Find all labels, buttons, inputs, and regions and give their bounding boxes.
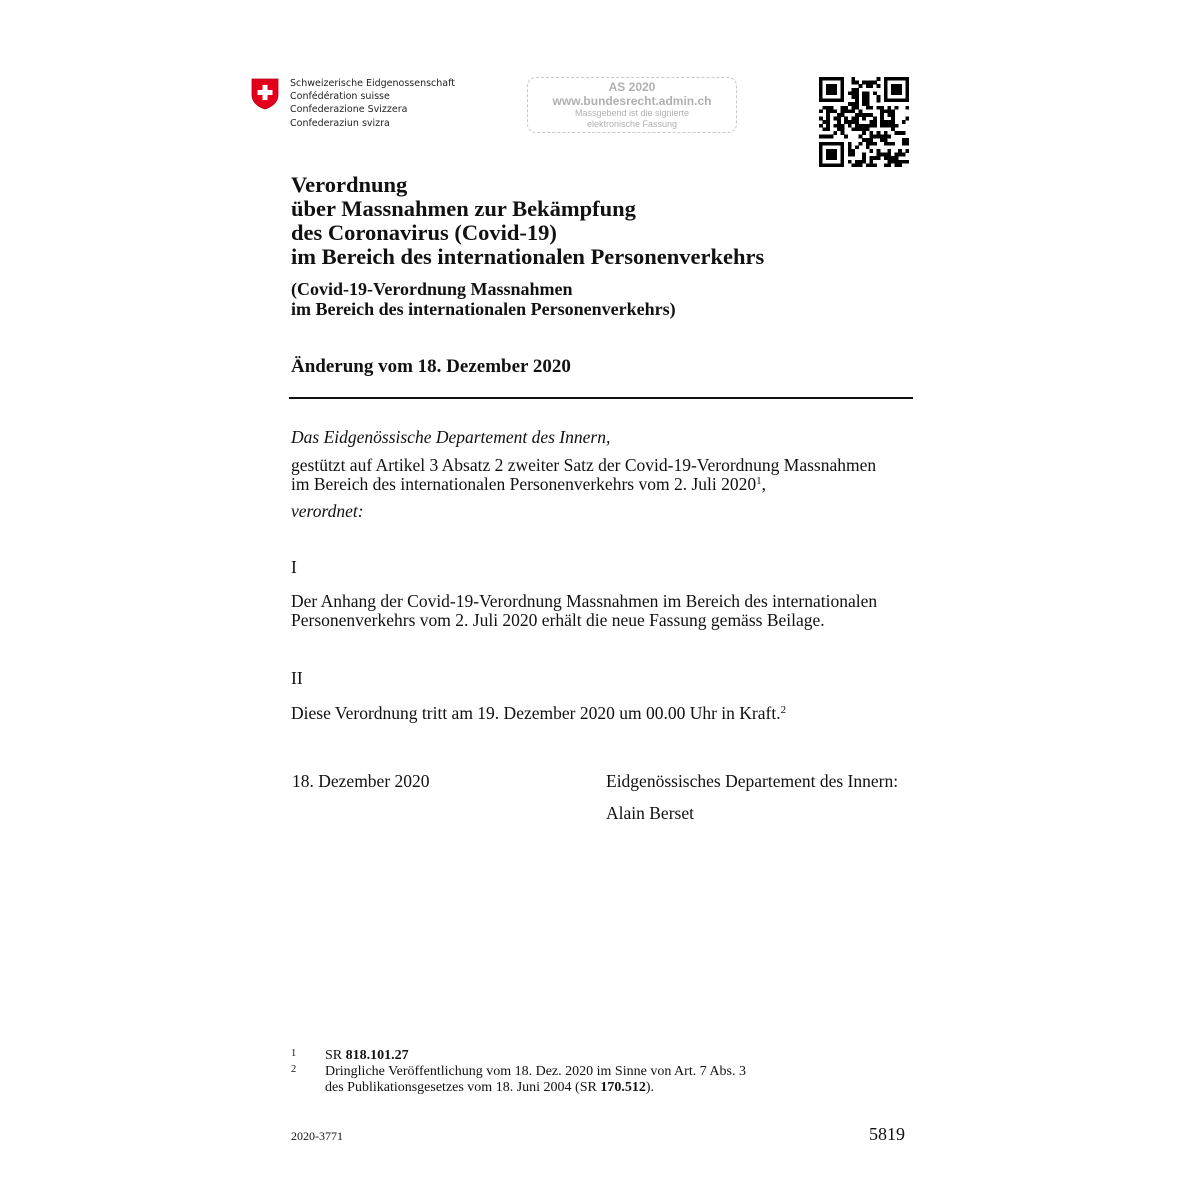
federation-name-fr: Confédération suisse: [290, 91, 390, 103]
title-divider: [289, 397, 913, 399]
footnote-2-line-2-suffix: ).: [645, 1080, 654, 1095]
title-line-4: im Bereich des internationalen Personenverkehrs: [291, 244, 765, 269]
section-2-label: II: [291, 668, 303, 688]
section-2-text: [291, 704, 786, 723]
legal-basis-line-2: [291, 475, 876, 494]
federation-name-rm: Confederaziun svizra: [290, 117, 390, 129]
official-publication-stamp: [527, 77, 737, 133]
short-title-line-1: (Covid-19-Verordnung Massnahmen: [291, 279, 573, 299]
federation-name-it: Confederazione Svizzera: [290, 104, 408, 116]
footnote-ref-2[interactable]: 2: [780, 704, 787, 716]
stamp-url[interactable]: www.bundesrecht.admin.ch: [552, 94, 712, 108]
title-line-3: des Coronavirus (Covid-19): [291, 220, 557, 245]
legal-basis: [291, 456, 876, 494]
signature-department: Eidgenössisches Departement des Innern:: [606, 771, 899, 791]
footnote-1-prefix: SR: [325, 1048, 346, 1063]
federation-name-de: Schweizerische Eidgenossenschaft: [290, 78, 456, 89]
short-title: [291, 279, 676, 319]
stamp-note-2: elektronische Fassung: [586, 119, 678, 129]
short-title-line-2: im Bereich des internationalen Personenverkehrs): [291, 299, 676, 319]
footnote-ref-1[interactable]: 1: [756, 475, 762, 487]
swiss-coat-of-arms-icon: [251, 78, 279, 110]
ordains-text: verordnet:: [291, 501, 364, 521]
signatory-name: Alain Berset: [606, 803, 694, 823]
footnote-2-line-2-prefix: des Publikationsgesetzes vom 18. Juni 2004 (SR: [325, 1080, 601, 1095]
title-line-2: über Massnahmen zur Bekämpfung: [291, 196, 636, 221]
section-2-sentence: Diese Verordnung tritt am 19. Dezember 2020 um 00.00 Uhr in Kraft.: [291, 703, 781, 723]
footnote-2-sr-number: 170.512: [600, 1080, 646, 1095]
footnote-1-sr-number: 818.101.27: [345, 1048, 409, 1063]
footnote-1: [325, 1048, 409, 1063]
title-line-1: Verordnung: [291, 172, 408, 197]
legal-basis-line-2-text: im Bereich des internationalen Personenverkehrs vom 2. Juli 2020: [291, 474, 757, 494]
section-1-line-2: Personenverkehrs vom 2. Juli 2020 erhält die neue Fassung gemäss Beilage.: [291, 610, 825, 630]
section-1-label: I: [291, 557, 297, 577]
qr-code-icon: [819, 77, 909, 167]
legal-basis-comma: ,: [761, 474, 766, 494]
section-1-text: [291, 592, 877, 630]
page-number: 5819: [869, 1124, 905, 1144]
signature-date: 18. Dezember 2020: [292, 771, 430, 791]
federation-names: [290, 77, 455, 130]
footnote-1-number: 1: [291, 1048, 297, 1059]
legal-basis-line-1: gestützt auf Artikel 3 Absatz 2 zweiter Satz der Covid-19-Verordnung Massnahmen: [291, 455, 877, 475]
section-1-line-1: Der Anhang der Covid-19-Verordnung Massnahmen im Bereich des internationalen: [291, 591, 878, 611]
issuing-authority: Das Eidgenössische Departement des Innern,: [291, 427, 611, 447]
footnote-2-line-2: [325, 1080, 654, 1095]
stamp-collection: AS 2020: [608, 80, 656, 94]
stamp-note-1: Massgebend ist die signierte: [574, 108, 690, 118]
document-number: 2020-3771: [291, 1129, 343, 1143]
amendment-date-heading: Änderung vom 18. Dezember 2020: [291, 356, 571, 377]
footnote-2-line-1: Dringliche Veröffentlichung vom 18. Dez. 2020 im Sinne von Art. 7 Abs. 3: [325, 1064, 746, 1079]
footnote-2-number: 2: [291, 1064, 297, 1075]
ordinance-title: [291, 173, 764, 269]
